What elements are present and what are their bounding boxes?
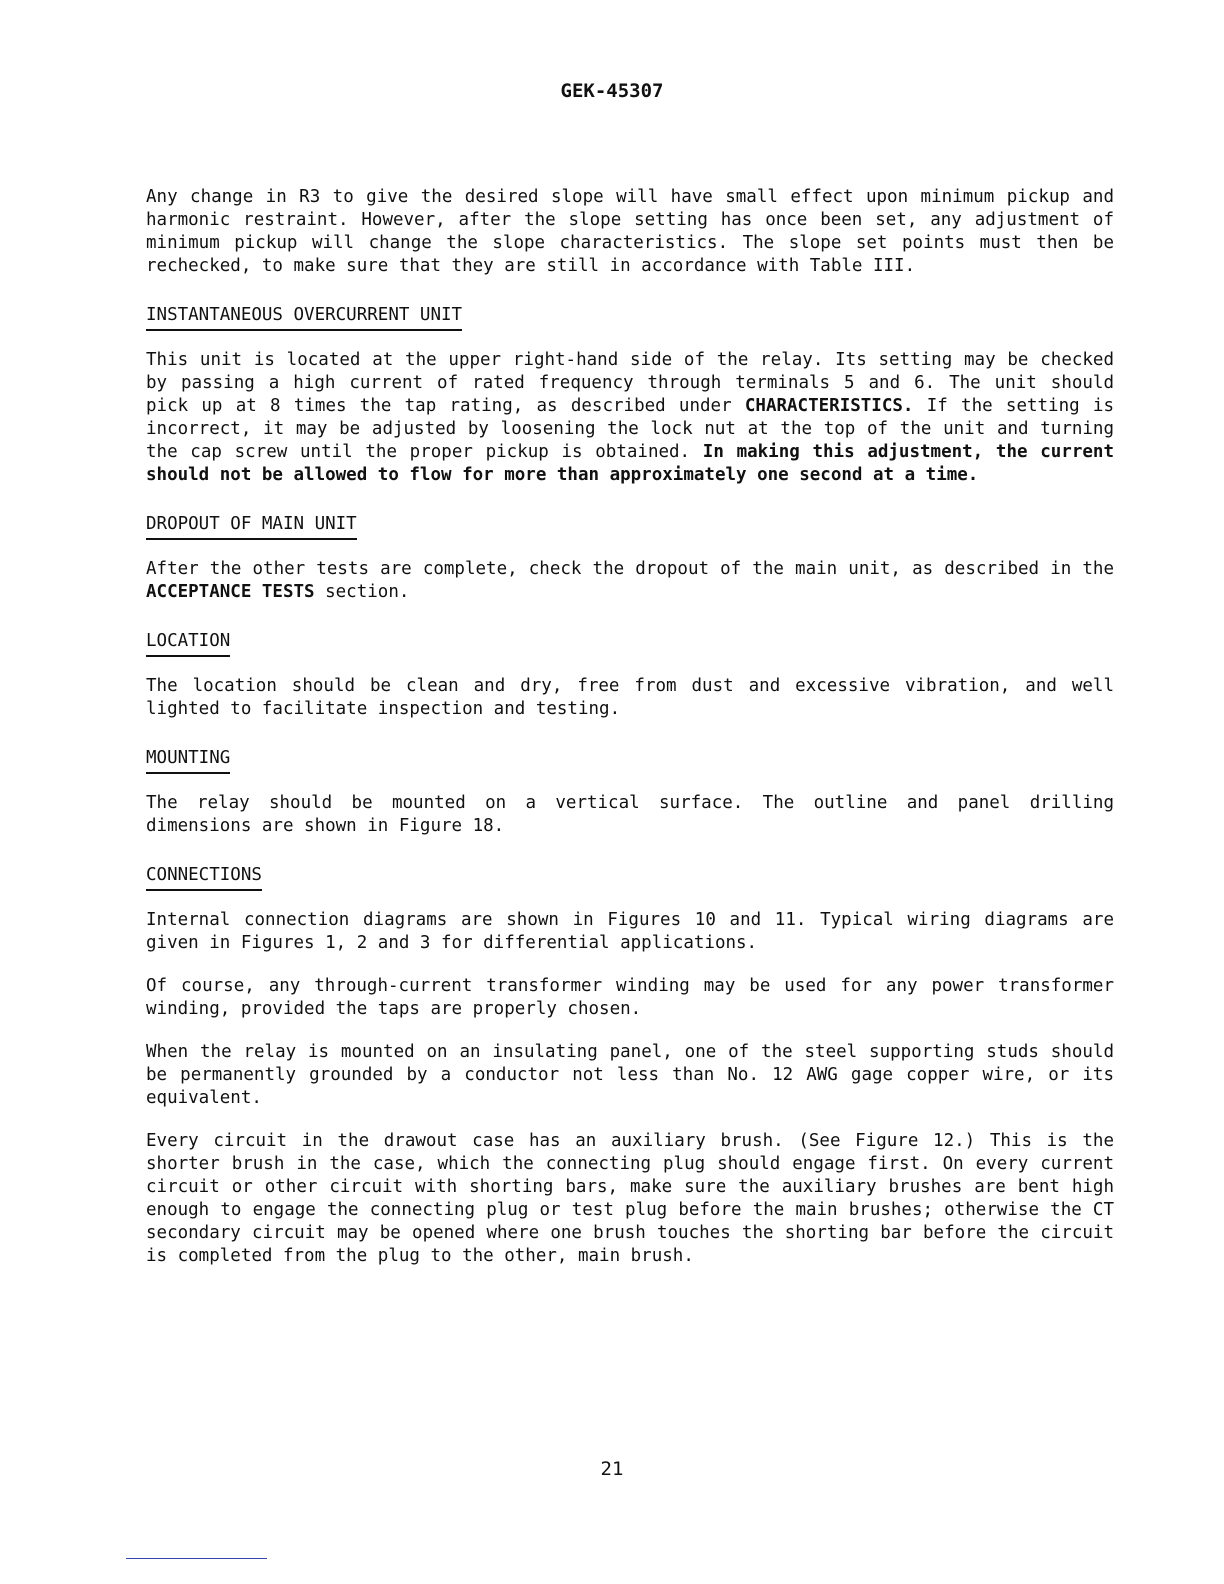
location-heading-wrap bbox=[146, 624, 1114, 675]
slope-paragraph: Any change in R3 to give the desired slope will have small effect upon minimum pickup and harmonic restraint. However, after the slope setting has once been set, any adjustment of minimum pickup will change the slope characteristics. The slope set points must then be rechecked, to make sure that they are still in accordance with Table III. bbox=[146, 187, 1114, 276]
section-heading-instantaneous: INSTANTANEOUS OVERCURRENT UNIT bbox=[146, 304, 462, 331]
instantaneous-text-1: This unit is located at the upper right-hand side of the relay. Its setting may be checked by passing a high current of rated frequency through terminals 5 and 6. The unit should pick up at 8 times the tap rating, as described under bbox=[146, 350, 1114, 416]
connections-paragraph-2: Of course, any through-current transformer winding may be used for any power transformer winding, provided the taps are properly chosen. bbox=[146, 976, 1114, 1019]
location-paragraph: The location should be clean and dry, free from dust and excessive vibration, and well lighted to facilitate inspection and testing. bbox=[146, 676, 1114, 719]
footer-rule bbox=[126, 1558, 267, 1559]
mounting-heading-wrap bbox=[146, 741, 1114, 792]
instantaneous-heading-wrap bbox=[146, 298, 1114, 349]
dropout-text-2: section. bbox=[314, 582, 410, 602]
document-code: GEK-45307 bbox=[560, 80, 664, 102]
section-heading-location: LOCATION bbox=[146, 630, 230, 657]
instantaneous-paragraph bbox=[146, 349, 1114, 487]
dropout-paragraph bbox=[146, 558, 1114, 604]
page-body bbox=[146, 186, 1114, 1288]
page-number: 21 bbox=[600, 1458, 624, 1480]
instantaneous-bold-2: In making this adjustment, the current should not be allowed to flow for more than approximately one second at a time. bbox=[146, 442, 1114, 485]
connections-heading-wrap bbox=[146, 858, 1114, 909]
dropout-heading-wrap bbox=[146, 507, 1114, 558]
connections-paragraph-3: When the relay is mounted on an insulating panel, one of the steel supporting studs should be permanently grounded by a conductor not less than No. 12 AWG gage copper wire, or its equivalent. bbox=[146, 1042, 1114, 1108]
dropout-text-1: After the other tests are complete, check the dropout of the main unit, as described in the bbox=[146, 559, 1114, 579]
connections-paragraph-1: Internal connection diagrams are shown in Figures 10 and 11. Typical wiring diagrams are given in Figures 1, 2 and 3 for differential applications. bbox=[146, 910, 1114, 953]
instantaneous-text-2: If the setting is incorrect, it may be adjusted by loosening the lock nut at the top of the unit and turning the cap screw until the proper pickup is obtained. bbox=[146, 396, 1114, 462]
connections-paragraph-4: Every circuit in the drawout case has an auxiliary brush. (See Figure 12.) This is the shorter brush in the case, which the connecting plug should engage first. On every current circuit or other circuit with shorting bars, make sure the auxiliary brushes are bent high enough to engage the connecting plug or test plug before the main brushes; otherwise the CT secondary circuit may be opened where one brush touches the shorting bar before the circuit is completed from the plug to the other, main brush. bbox=[146, 1131, 1114, 1266]
section-heading-connections: CONNECTIONS bbox=[146, 864, 262, 891]
instantaneous-bold-1: CHARACTERISTICS. bbox=[744, 396, 914, 416]
section-heading-dropout: DROPOUT OF MAIN UNIT bbox=[146, 513, 357, 540]
dropout-bold-1: ACCEPTANCE TESTS bbox=[146, 582, 315, 602]
mounting-paragraph: The relay should be mounted on a vertical surface. The outline and panel drilling dimensions are shown in Figure 18. bbox=[146, 793, 1114, 836]
section-heading-mounting: MOUNTING bbox=[146, 747, 230, 774]
